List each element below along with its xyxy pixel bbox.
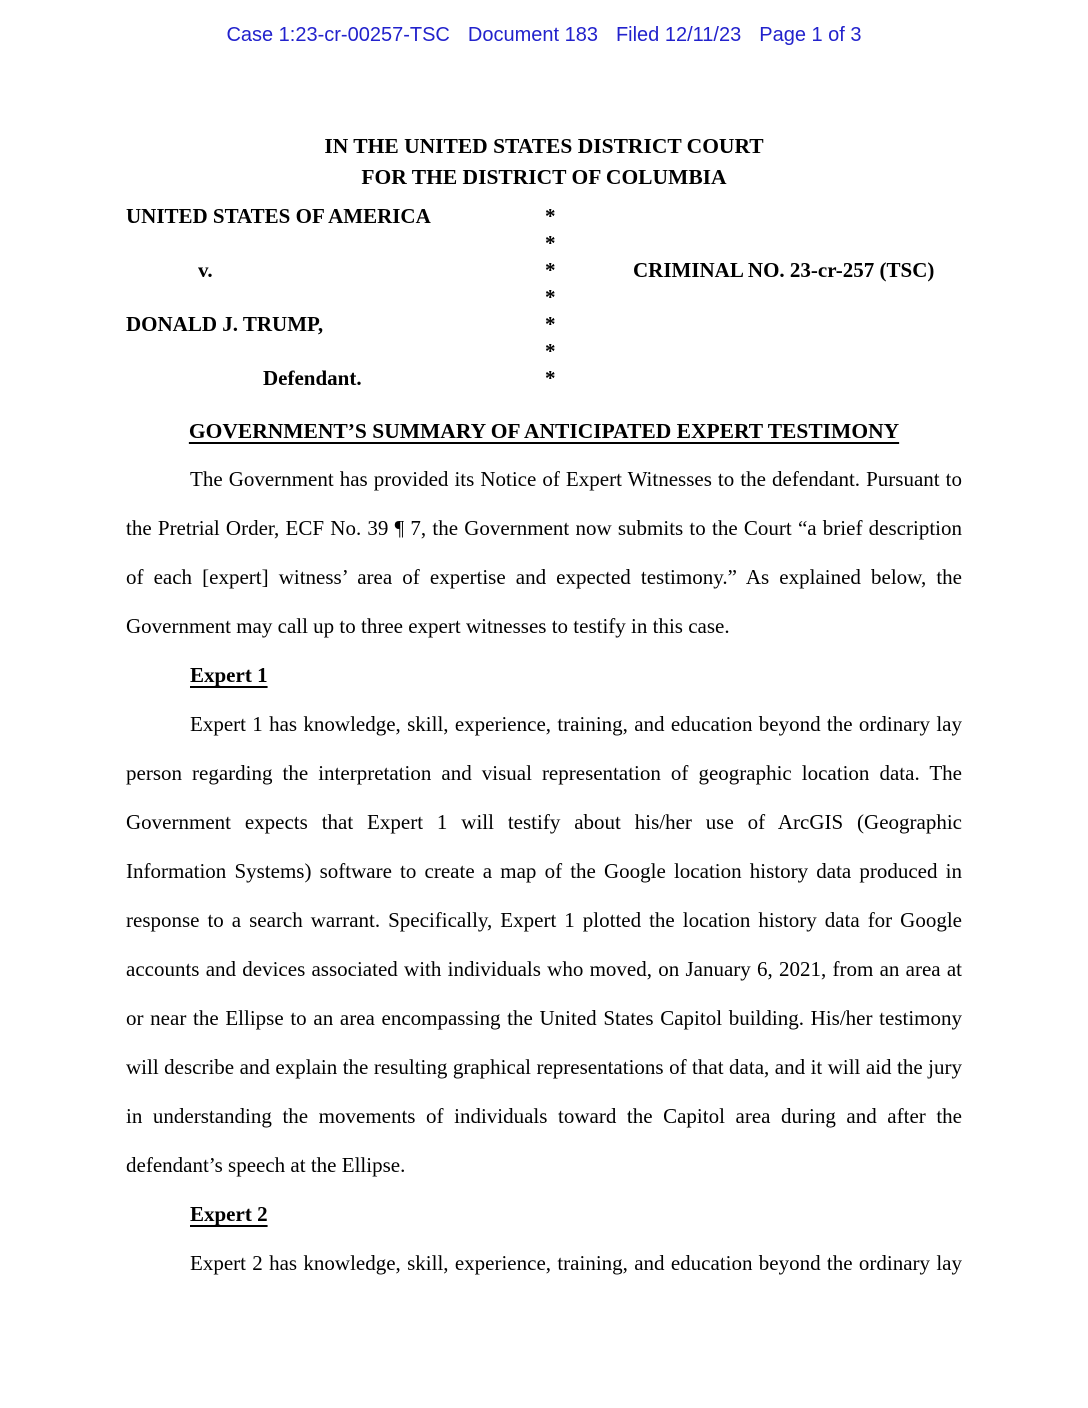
- caption-defendant-label: Defendant.: [263, 366, 362, 390]
- court-name: [0, 131, 1088, 193]
- stamp-page-number: Page 1 of 3: [759, 24, 862, 46]
- stamp-document-number: Document 183: [467, 24, 598, 46]
- expert2-paragraph: Expert 2 has knowledge, skill, experience, training, and education beyond the ordinary lay: [190, 1251, 962, 1275]
- caption-asterisk: *: [545, 312, 556, 336]
- caption-case-number: CRIMINAL NO. 23-cr-257 (TSC): [633, 258, 935, 282]
- expert2-heading: Expert 2: [190, 1202, 268, 1226]
- intro-paragraph: The Government has provided its Notice of Expert Witnesses to the defendant. Pursuant to the Pretrial Order, ECF No. 39 ¶ 7, the Government now submits to the Court “a brief description of each [expert] witness’ area of expertise and expected testimony.” As explained below, the Government may call up to three expert witnesses to testify in this case.: [126, 467, 962, 638]
- case-stamp: [0, 24, 1088, 47]
- caption-asterisk: *: [545, 366, 556, 390]
- caption-asterisk: *: [545, 339, 556, 363]
- caption-asterisk: *: [545, 231, 556, 255]
- caption-versus: v.: [198, 258, 213, 282]
- caption-defendant-name: DONALD J. TRUMP,: [126, 312, 324, 336]
- court-name-line1: IN THE UNITED STATES DISTRICT COURT: [324, 134, 764, 158]
- caption-asterisk: *: [545, 285, 556, 309]
- caption-asterisk: *: [545, 258, 556, 282]
- case-caption: [126, 203, 966, 392]
- caption-asterisk: *: [545, 204, 556, 228]
- stamp-case-number: Case 1:23-cr-00257-TSC: [226, 24, 450, 46]
- stamp-filed-date: Filed 12/11/23: [615, 24, 742, 46]
- expert1-paragraph: Expert 1 has knowledge, skill, experience, training, and education beyond the ordinary lay person regarding the interpretation and visual representation of geographic location data. The Government expects that Expert 1 will testify about his/her use of ArcGIS (Geographic Information Systems) software to create a map of the Google location history data produced in response to a search warrant. Specifically, Expert 1 plotted the location history data for Google accounts and devices associated with individuals who moved, on January 6, 2021, from an area at or near the Ellipse to an area encompassing the United States Capitol building. His/her testimony will describe and explain the resulting graphical representations of that data, and it will aid the jury in understanding the movements of individuals toward the Capitol area during and after the defendant’s speech at the Ellipse.: [126, 712, 962, 1177]
- document-title: GOVERNMENT’S SUMMARY OF ANTICIPATED EXPERT TESTIMONY: [188, 419, 900, 443]
- document-body: [126, 455, 962, 1288]
- expert1-heading: Expert 1: [190, 663, 268, 687]
- court-name-line2: FOR THE DISTRICT OF COLUMBIA: [361, 165, 727, 189]
- caption-plaintiff: UNITED STATES OF AMERICA: [126, 204, 431, 228]
